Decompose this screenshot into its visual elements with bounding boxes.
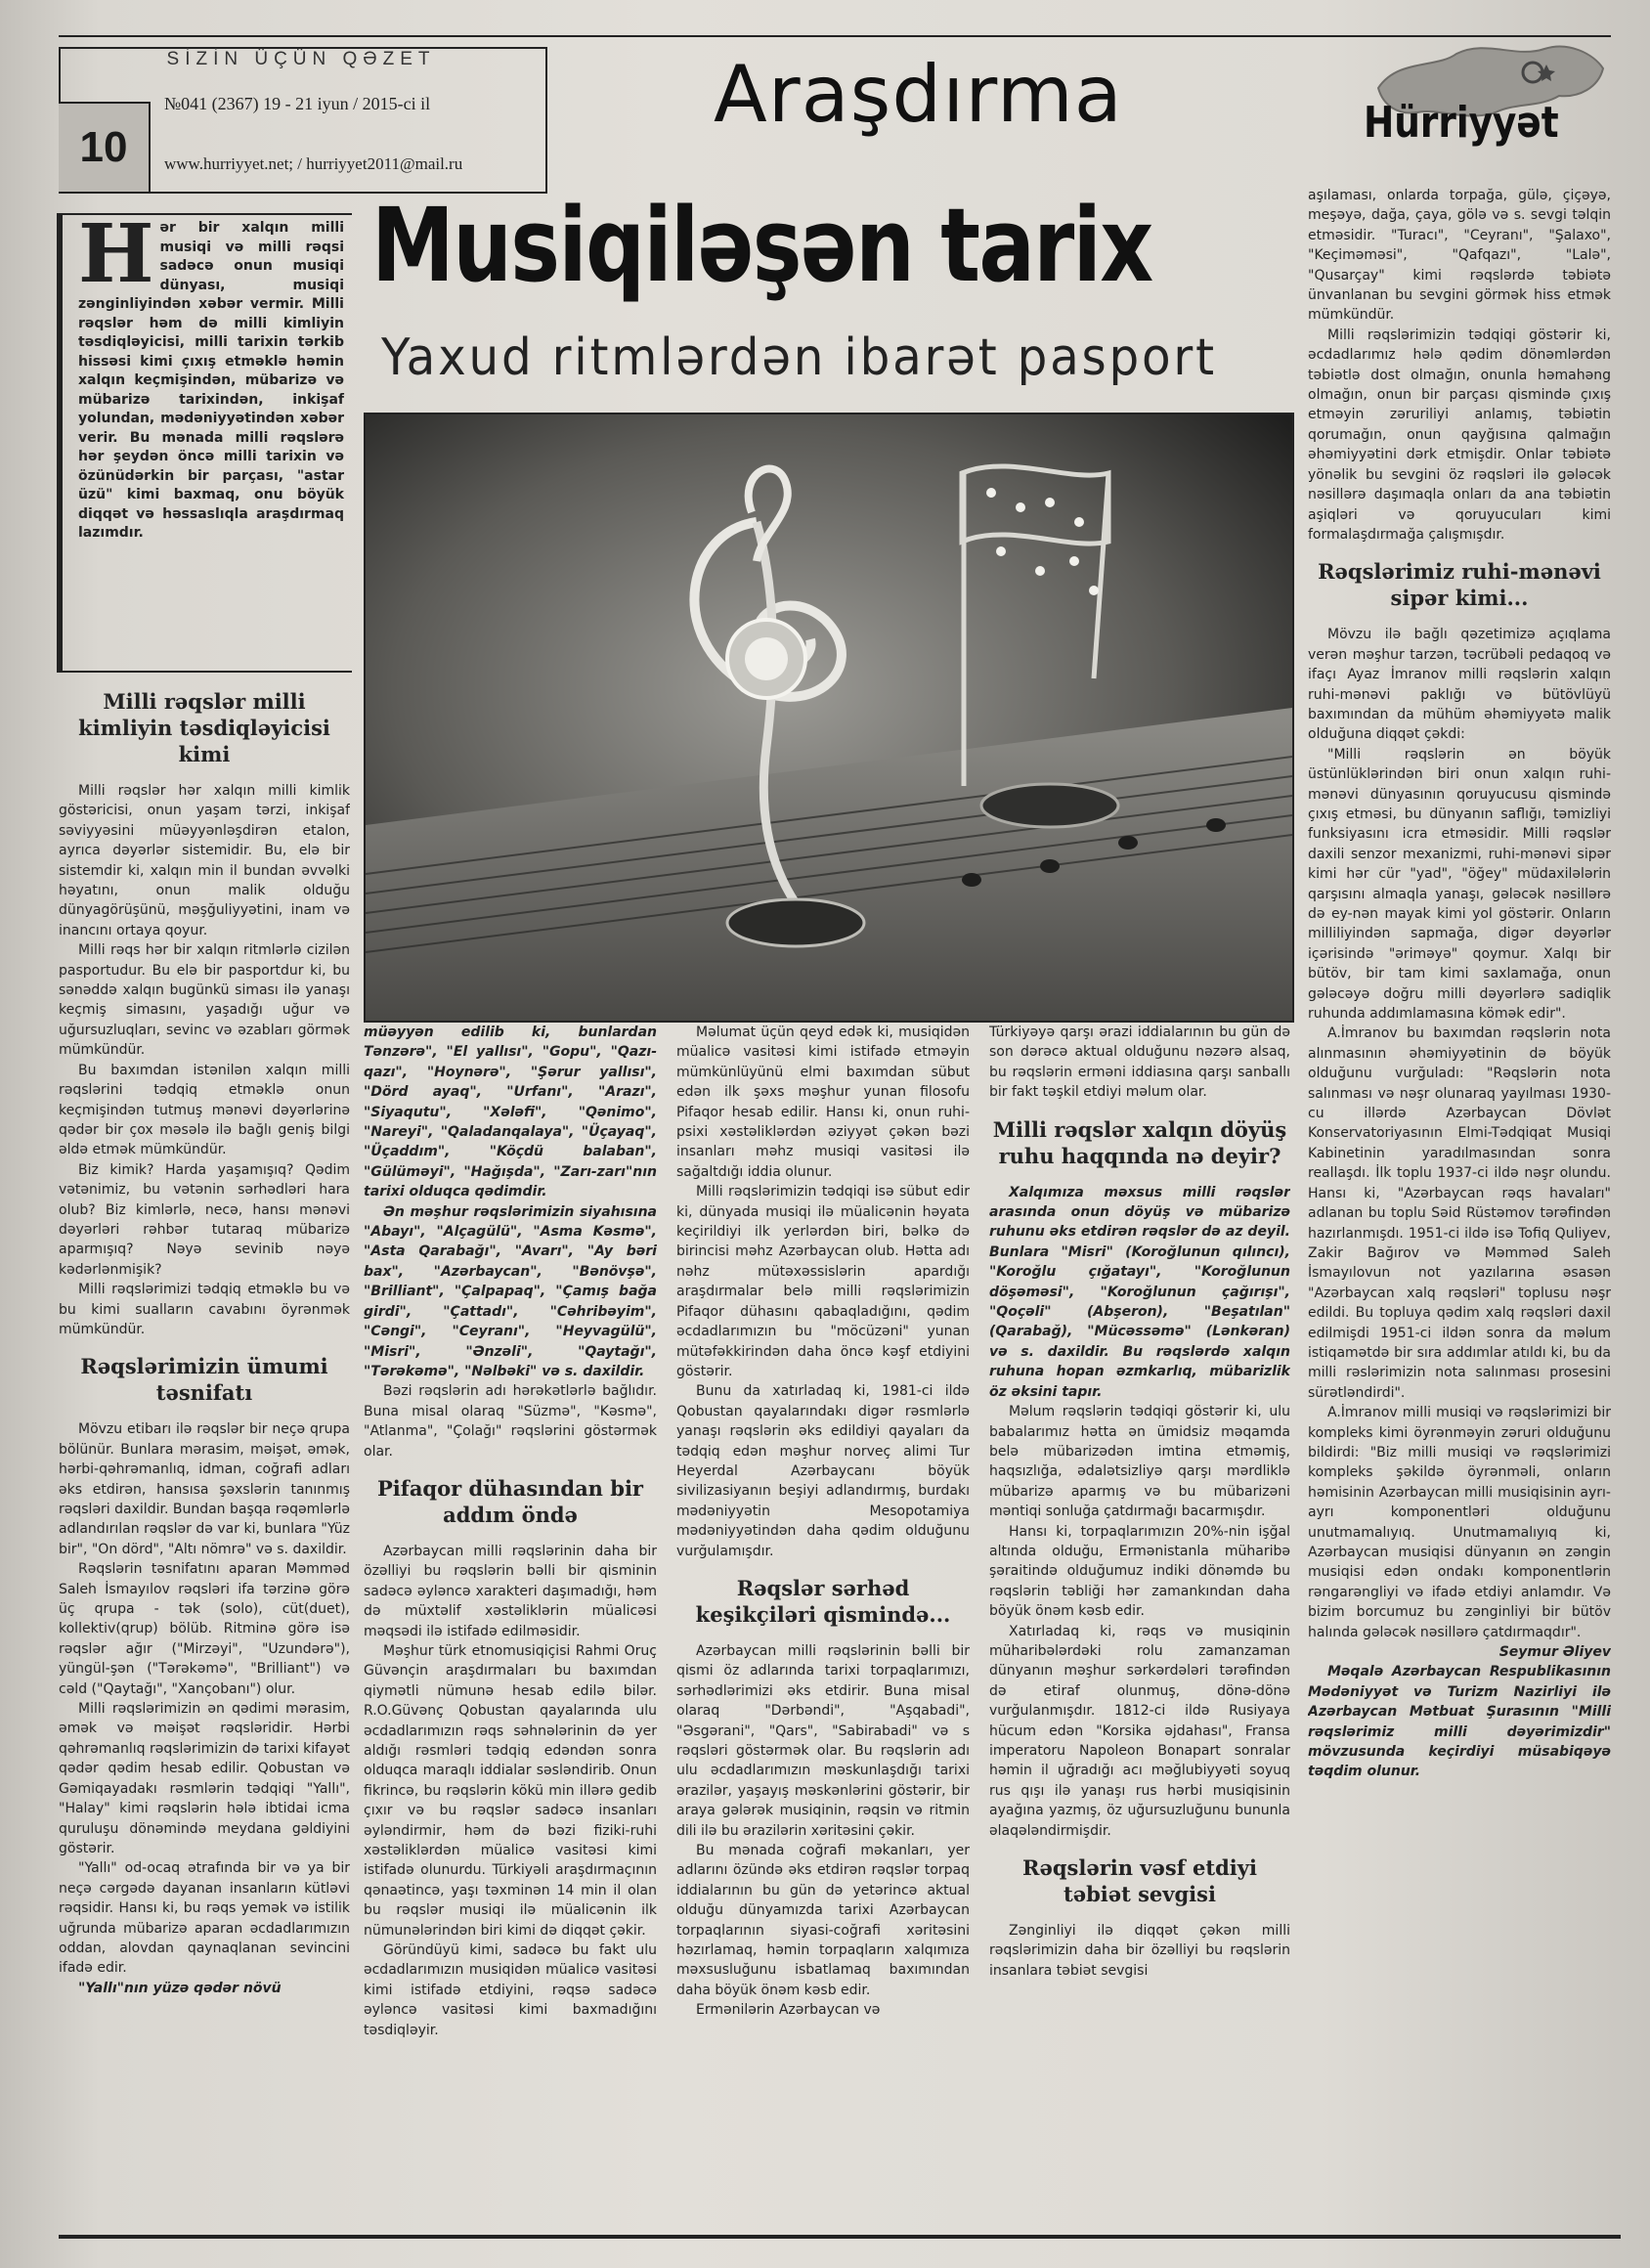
contact-info: www.hurriyyet.net; / hurriyyet2011@mail.ru xyxy=(164,154,463,173)
paragraph: Milli rəqslərimizin ən qədimi mərasim, əmək və məişət rəqsləridir. Hərbi qəhrəmanlıq rəqslərimizin də tarixi kifayət qədər qədim hesab edilir. Qobustan və Gəmiqayadakı rəsmlərin tədqiqi "Yallı", "Halay" kimi rəqslərin hələ ibtidai icma quruluşu dönəmində meydana gəldiyini göstərir. xyxy=(59,1701,350,1856)
paragraph: Azərbaycan milli rəqslərinin daha bir özəlliyi bu rəqslərin bəlli bir qisminin sadəcə əyləncə xarakteri daşımadığı, həm də müxtəlif xəstəliklərin müalicəsi məqsədi ilə istifadə edilməsidir. xyxy=(364,1543,657,1639)
paragraph: Bu baxımdan istənilən xalqın milli rəqslərini tədqiq etməklə onun keçmişindən tutmuş mənəvi dəyərlərinə qədər bir çox məsələ ilə bağlı geniş bilgi əldə etmək mümkündür. xyxy=(59,1062,350,1158)
paragraph: "Milli rəqslərin ən böyük üstünlüklərindən biri onun xalqın ruhi-mənəvi dünyasının qoruyucusu qismində çıxış etməsi, bu dünyanın saflığı, təmizliyi funksiyasını icra etməsidir. Milli rəqslər daxili senzor mexanizmi, ruhi-mənəvi sipər kimi hər cür "yad", "öğey" müdaxilələrin qarşısını almaqla yanaşı, gələcək nəsillərə də ey-nən mayak kimi yol göstərir. Onların milliliyindən sapmağa, digər dəyərlər içərisində "əriməyə" qoymur. Xalqı bir bütöv, bir tam kimi saxlamağa, onun gələcəyə doğru milli dəyərlərə sadiqlik ruhunda addımlamasına kömək edir". xyxy=(1308,746,1611,1023)
column-5 xyxy=(1308,186,1611,2229)
paragraph: Məlumat üçün qeyd edək ki, musiqidən müalicə vasitəsi kimi istifadə etməyin mümkünlüyünü elmi baxımdan sübut edən ilk şəxs məşhur yunan filosofu Pifaqor hesab edilir. Hansı ki, onun ruhi-psixi xəstəliklərdən əziyyət çəkən bəzi insanları məhz musiqi vasitəsi ilə sağaltdığı iddia olunur. xyxy=(676,1025,970,1180)
clef-icon xyxy=(366,414,1292,1021)
column-4 xyxy=(989,1023,1290,2229)
article-subheadline: Yaxud ritmlərdən ibarət pasport xyxy=(381,328,1217,387)
subheading: Rəqslərimizin ümumi təsnifatı xyxy=(80,1354,328,1406)
bottom-rule xyxy=(59,2235,1621,2239)
paragraph: Milli rəqslər hər xalqın milli kimlik göstəricisi, onun yaşam tərzi, inkişaf səviyyəsini müəyyənləşdirən etalon, ayrıca dəyərlər sistemidir. Bu, elə bir sistemdir ki, xalqın min il bundan əvvəlki həyatını, onun malik olduğu dünyagörüşünü, məşğuliyyətini, inam və inancını ortaya qoyur. xyxy=(59,783,350,938)
lead-paragraph xyxy=(57,207,352,673)
paragraph: Mövzu ilə bağlı qəzetimizə açıqlama verən məşhur tarzən, təcrübəli pedaqoq və ifaçı Ayaz İmranov milli rəqslərin xalqın ruhi-mənəvi paklığı və bütövlüyü baxımından da mühüm əhəmiyyətə malik olduğuna diqqət çəkdi: xyxy=(1308,627,1611,743)
paragraph: Göründüyü kimi, sadəcə bu fakt ulu əcdadlarımızın musiqidən müalicə vasitəsi kimi istifadə etdiyini, rəqsə sadəcə əyləncə vasitəsi kimi baxmadığını təsdiqləyir. xyxy=(364,1942,657,2038)
paragraph: Bunu da xatırladaq ki, 1981-ci ildə Qobustan qayalarındakı digər rəsmlərlə yanaşı rəqslərin əks edildiyi qayaları da tədqiq edən məşhur norveç alimi Tur Heyerdal Azərbaycanı böyük sivilizasiyanın beşiyi adlandırmış, burdakı mədəniyyətin Mesopotamiya mədəniyyətindən daha qədim olduğunu vurğulamışdır. xyxy=(676,1383,970,1559)
subheading: Rəqslərimiz ruhi-mənəvi sipər kimi... xyxy=(1318,559,1601,611)
paragraph: Ermənilərin Azərbaycan və xyxy=(696,2002,881,2019)
paragraph: Mövzu etibarı ilə rəqslər bir neçə qrupa bölünür. Bunlara mərasim, məişət, əmək, hərbi-qəhrəmanlıq, idman, coğrafi adları əks etdirən, hansısa şəxslərin tanınmış rəqsləri daxildir. Bundan başqa rəqəmlərlə adlandırılan rəqslər də var ki, bunlara "Yüz bir", "On dörd", "Altı nömrə" və s. daxildir. xyxy=(59,1421,350,1557)
paragraph: A.İmranov milli musiqi və rəqslərimizi bir kompleks kimi öyrənməyin zəruri olduğunu bildirdi: "Biz milli musiqi və rəqslərimizi kompleks şəkildə öyrənməli, onların həmisinin Azərbaycan milli musiqisinin ayrı-ayrı komponentləri olduğunu unutmamalıyıq. Unutmamalıyıq ki, Azərbaycan musiqisi dünyanın ən zəngin musiqisi edən ondakı komponentlərin rəngarəngliyi və ifadə etdiyi anlamdır. Və bizim borcumuz bu zənginliyi bir bütöv halında gələcək nəsillərə çatdırmaqdır". xyxy=(1308,1405,1611,1640)
subheading: Milli rəqslər milli kimliyin təsdiqləyicisi kimi xyxy=(78,689,330,766)
subheading: Milli rəqslər xalqın döyüş ruhu haqqında nə deyir? xyxy=(992,1116,1287,1168)
column-2 xyxy=(364,1023,657,2229)
paragraph: Ən məşhur rəqslərimizin siyahısına "Abayı", "Alçagülü", "Asma Kəsmə", "Asta Qarabağı", "Avarı", "Ay bəri bax", "Azərbaycan", "Bənövşə", "Brilliant", "Çalpapaq", "Çamış bağa girdi", "Çattadı", "Cəhribəyim", "Cəngi", "Ceyranı", "Heyvagülü", "Misri", "Ənzəli", "Qaytağı", "Tərəkəmə", "Nəlbəki" və s. daxildir. xyxy=(364,1203,657,1379)
subheading: Rəqslər sərhəd keşikçiləri qismində... xyxy=(695,1575,951,1627)
subheading: Pifaqor dühasından bir addım öndə xyxy=(377,1475,643,1527)
lead-text: ər bir xalqın milli musiqi və milli rəqsi sadəcə onun musiqi dünyası, musiqi zənginliyindən xəbər vermir. Milli rəqslər həm də milli kimliyin təsdiqləyicisi, milli tarixin tərkib hissəsi kimi çıxış etməklə həmin xalqın keçmişindən, mübarizə və mübarizə tarixindən, inkişaf yolundan, mədəniyyətindən xəbər verir. Bu mənada milli rəqslərə hər şeydən öncə milli tarixin və özünüdərkin bir parçası, "astar üzü" kimi baxmaq, onu böyük diqqət və həssaslıqla araşdırmaq lazımdır. xyxy=(78,220,344,541)
subheading: Rəqslərin vəsf etdiyi təbiət sevgisi xyxy=(1022,1855,1257,1907)
paragraph: Zənginliyi ilə diqqət çəkən milli rəqslərimizin daha bir özəlliyi bu rəqslərin insanlara təbiət sevgisi xyxy=(989,1923,1290,1979)
article-headline: Musiqiləşən tarix xyxy=(371,186,1152,305)
article-note: Məqalə Azərbaycan Respublikasının Mədəniyyət və Turizm Nazirliyi ilə Azərbaycan Mətbuat Şurasının "Milli rəqslərimiz milli dəyərimizdir" mövzusunda keçirdiyi müsabiqəyə təqdim olunur. xyxy=(1308,1664,1611,1780)
paragraph: Milli rəqslərimizin tədqiqi göstərir ki, əcdadlarımız hələ qədim dönəmlərdən təbiətlə dost olmağın, onunla həmahəng olmağın, onun bir parçası qismində çıxış etməyin zəruriliyi anlamış, təbiətin qorumağın, onun qayğısına qalmağın əhəmiyyətini dərk etmişdir. Onlar təbiətə yönəlik bu sevgini öz rəqsləri ilə gələcək nəsillərə daşımaqla onları da ana təbiətin aşiqləri və qoruyucuları kimi formalaşdırmağa çalışmışdır. xyxy=(1308,327,1611,543)
author-signature: Seymur Əliyev xyxy=(1498,1644,1611,1661)
paragraph: "Yallı"nın yüzə qədər növü xyxy=(78,1980,282,1996)
paragraph: "Yallı" od-ocaq ətrafında bir və ya bir neçə cərgədə dayanan insanların kütləvi rəqsidir. Hansı ki, bu rəqs yemək və istilik uğrunda mübarizə aparan əcdadlarımızın oddan, alovdan qaynaqlanan sevincini ifadə edir. xyxy=(59,1860,350,1977)
paragraph: aşılaması, onlarda torpağa, gülə, çiçəyə, meşəyə, dağa, çaya, gölə və s. sevgi təlqin etməsidir. "Turacı", "Ceyranı", "Şalaxo", "Keçiməməsi", "Qafqazı", "Lalə", "Qusarçay" kimi rəqslərdə təbiətə ünvanlanan bu sevgini görmək hiss etmək mümkündür. xyxy=(1308,188,1611,324)
paragraph: Bəzi rəqslərin adı hərəkətlərlə bağlıdır. Buna misal olaraq "Süzmə", "Kəsmə", "Atlanma", "Çolağı" rəqslərini göstərmək olar. xyxy=(364,1383,657,1460)
paragraph: A.İmranov bu baxımdan rəqslərin nota alınmasının əhəmiyyətinin də böyük olduğunu vurğuladı: "Rəqslərin nota salınması və nəşr olunaraq yayılması 1930-cu illərdə Azərbaycan Dövlət Konservatoriyasının Elmi-Tədqiqat Musiqi Kabinetinin yaradılmasından sonra reallaşdı. İlk toplu 1937-ci ildə nəşr olundu. Hansı ki, "Azərbaycan rəqs havaları" adlanan bu toplu Səid Rüstəmov tərəfindən hazırlanmışdı. 1951-ci ildə isə Tofiq Quliyev, Zakir Bağırov və Məmməd Saleh İsmayılovun not yazılarına əsasən "Azərbaycan xalq rəqsləri" toplusu nəşr edildi. Bu topluya qədim xalq rəqsləri daxil edilmişdi 1951-ci ildən sonra da məlum istiqamətdə bir sıra addımlar atıldı ki, bu da milli rəslərimizin nota salınması prosesini sürətləndirdi". xyxy=(1308,1025,1611,1401)
paragraph: Türkiyəyə qarşı ərazi iddialarının bu gün də son dərəcə aktual olduğunu nəzərə alsaq, bu rəqslərin erməni iddiasına qarşı sanballı bir fakt təşkil etdiyi məlum olar. xyxy=(989,1025,1290,1101)
drop-cap: H xyxy=(78,207,154,301)
paragraph: Milli rəqslərimizin tədqiqi isə sübut edir ki, dünyada musiqi ilə müalicənin həyata keçirildiyi ilk yerlərdən biri, bəlkə də birincisi məhz Azərbaycan olub. Hətta adı nəhz mütəxəssislərin apardığı araşdırmalar belə milli rəqslərimizin Pifaqor dühasını qabaqladığını, qədim əcdadlarımızın bu "möcüzəni" yunan mütəfəkkirindən daha öncə kəşf etdiyini göstərir. xyxy=(676,1184,970,1379)
paragraph: Milli rəqslərimizi tədqiq etməklə bu və bu kimi sualların cavabını öyrənmək mümkündür. xyxy=(59,1282,350,1337)
paragraph: Azərbaycan milli rəqslərinin bəlli bir qismi öz adlarında tarixi torpaqlarımızı, sərhədlərimizi əks etdirir. Buna misal olaraq "Dərbəndi", "Aşqabadi", "Əsgərani", "Qars", "Sabirabadi" və s rəqsləri göstərmək olar. Bu rəqslərin adı ulu əcdadlarımızın məskunlaşdığı tarixi ərazilər, yaşayış məskənlərini göstərir, bir araya gələrək musiqinin, rəqsin və ritmin dili ilə bu ərazilərin xəritəsini çəkir. xyxy=(676,1642,970,1839)
issue-info: №041 (2367) 19 - 21 iyun / 2015-ci il xyxy=(164,94,431,113)
paragraph: müəyyən edilib ki, bunlardan Tənzərə", "El yallısı", "Gopu", "Qazı-qazı", "Hoynərə", "Şərur yallısı", "Dörd ayaq", "Urfanı", "Arazı", "Siyaqutu", "Xələfi", "Qənimo", "Nareyi", "Qaladanqalaya", "Üçayaq", "Üçaddım", "Köçdü balaban", "Gülüməyi", "Hağışda", "Zarı-zarı"nın tarixi olduqca qədimdir. xyxy=(364,1025,657,1200)
paragraph: Məşhur türk etnomusiqiçisi Rahmi Oruç Güvənçin araşdırmaları bu baxımdan qiymətli nümunə hesab edilə bilər. R.O.Güvənç Qobustan qayalarında ulu əcdadlarımızın rəqs səhnələrinin də yer aldığı rəsmləri tədqiq edəndən sonra olduqca maraqlı iddialar səsləndirib. Onun fikrincə, bu rəqslərin kökü min illərə gedib çıxır və bu rəqslər sadəcə insanları əyləndirmir, həm də bəzi fiziki-ruhi xəstəliklərdən müalicə vasitəsi kimi istifadə olunurdu. Türkiyəli araşdırmaçının qənaətincə, yaşı təxminən 14 min il olan bu rəqslər musiqi ilə müalicənin ilk nümunələrindən biri kimi də diqqət çəkir. xyxy=(364,1642,657,1939)
article-photo xyxy=(364,413,1294,1023)
column-3 xyxy=(676,1023,970,2229)
paragraph: Xatırladaq ki, rəqs və musiqinin müharibələrdəki rolu zamanzaman dünyanın məşhur sərkərdələri tərəfindən də etiraf olunmuş, dönə-dönə vurğulanmışdır. 1812-ci ildə Rusiyaya hücum edən "Korsika əjdahası", Fransa imperatoru Napoleon Bonapart sonralar həmin il uğradığı acı məğlubiyyəti soyuq rus qışı ilə yanaşı rus hərbi musiqisinin ayağına yazmış, öz uğursuzluğunu bununla əlaqələndirmişdir. xyxy=(989,1623,1290,1839)
page-number: 10 xyxy=(59,102,151,192)
paragraph: Bu mənada coğrafi məkanları, yer adlarını özündə əks etdirən rəqslər torpaq iddialarının bu gün də yetərincə aktual olduğu dünyamızda tarixi Azərbaycan torpaqlarının siyasi-coğrafi xəritəsini həzırlamaq, həmin torpaqların xalqımıza məxsusluğunu isbatlamaq baxımından daha böyük önəm kəsb edir. xyxy=(676,1843,970,1998)
column-1 xyxy=(59,675,350,2229)
paragraph: Rəqslərin təsnifatını aparan Məmməd Saleh İsmayılov rəqsləri ifa tərzinə görə üç qrupa - tək (solo), cüt(duet), kollektiv(qrup) bölüb. Ritminə görə isə rəqslər ağır ("Mirzəyi", "Uzundərə"), yüngül-şən ("Tərəkəmə", "Brilliant") və cəld ("Qaytağı", "Xançobanı") olur. xyxy=(59,1561,350,1697)
paragraph: Hansı ki, torpaqlarımızın 20%-nin işğal altında olduğu, Ermənistanla müharibə şəraitində olduğumuz indiki dönəmdə bu rəqslərin təbliği hər zamankından daha böyük önəm kəsb edir. xyxy=(989,1523,1290,1620)
masthead-tagline: SİZİN ÜÇÜN QƏZET xyxy=(166,49,436,69)
paragraph: Xalqımıza məxsus milli rəqslər arasında onun döyüş və mübarizə ruhunu əks etdirən rəqslər də az deyil. Bunlara "Misri" (Koroğlunun qılıncı), "Koroğlu çığatayı", "Koroğlunun döşəməsi", "Koroğlunun çağırışı", "Qoçəli" (Abşeron), "Beşatılan" (Qarabağ), "Mücəssəmə" (Lənkəran) və s. daxildir. Bu rəqslərdə xalqın ruhuna hopan əzmkarlıq, mübarizlik öz əksini tapır. xyxy=(989,1184,1290,1400)
section-title: Araşdırma xyxy=(714,49,1123,140)
paragraph: Məlum rəqslərin tədqiqi göstərir ki, ulu babalarımız hətta ən ümidsiz məqamda belə mübarizədən imtina etməmiş, haqsızlığa, ədalətsizliyə qarşı mərdliklə mübarizə aparmış və bu mübarizəni məntiqi sonluğa çatdırmağı bacarmışdır. xyxy=(989,1404,1290,1520)
newspaper-logo: Hürriyyət xyxy=(1364,98,1559,148)
paragraph: Milli rəqs hər bir xalqın ritmlərlə cizilən pasportudur. Bu elə bir pasportdur ki, bu sənəddə xalqın bugünkü siması ilə yanaşı keçmiş simasını, yaşadığı uğur və uğursuzluqları, sevinc və əzabları görmək mümkündür. xyxy=(59,942,350,1059)
paragraph: Biz kimik? Harda yaşamışıq? Qədim vətənimiz, bu vətənin sərhədləri hara olub? Biz kimlərlə, necə, hansı mənəvi dəyərləri rəhbər tutaraq mübarizə aparmışıq? Nəyə sevinib nəyə kədərlənmişik? xyxy=(59,1161,350,1278)
